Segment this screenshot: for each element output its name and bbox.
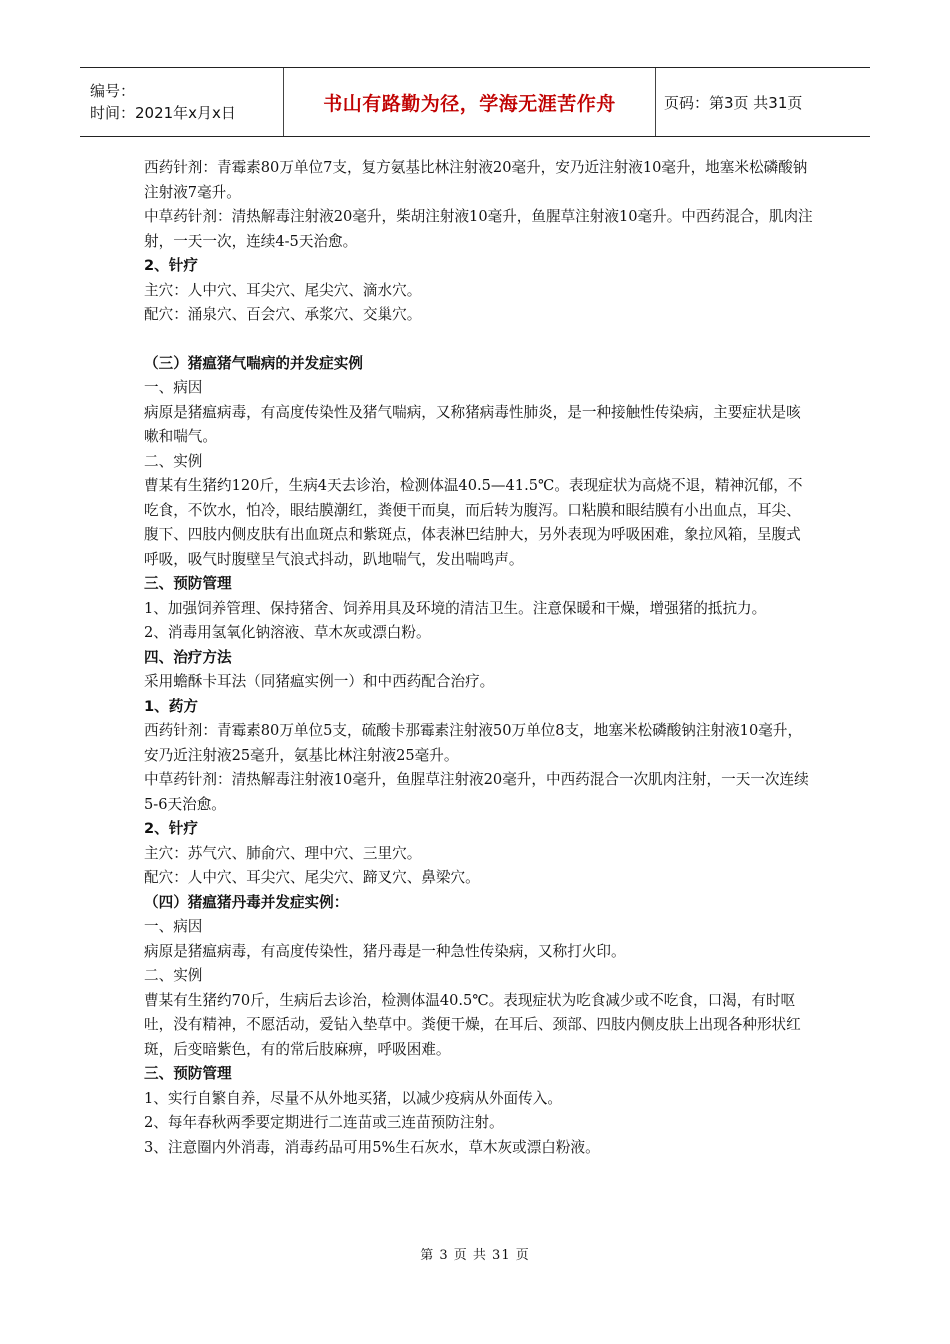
paragraph: 曹某有生猪约70斤，生病后去诊治，检测体温40.5℃。表现症状为吃食减少或不吃食，口渴，有时呕吐，没有精神，不愿活动，爱钻入垫草中。粪便干燥，在耳后、颈部、四肢内侧皮肤上出现各种形状红斑，后变暗紫色，有的常后肢麻痹，呼吸困难。: [144, 991, 801, 1058]
paragraph: 主穴：人中穴、耳尖穴、尾尖穴、滴水穴。: [144, 281, 422, 299]
paragraph: 曹某有生猪约120斤，生病4天去诊治，检测体温40.5—41.5℃。表现症状为高烧不退，精神沉郁，不吃食，不饮水，怕冷，眼结膜潮红，粪便干而臭，而后转为腹泻。口粘膜和眼结膜有小出血点，耳尖、腹下、四肢内侧皮肤有出血斑点和紫斑点，体表淋巴结肿大，另外表现为呼吸困难，象拉风箱，呈腹式呼吸，吸气时腹壁呈气浪式抖动，趴地喘气，发出喘鸣声。: [144, 477, 803, 568]
document-body: [144, 156, 814, 1160]
paragraph: 二、实例: [144, 452, 203, 470]
paragraph: 西药针剂：青霉素80万单位7支，复方氨基比林注射液20毫升，安乃近注射液10毫升，地塞米松磷酸钠注射液7毫升。: [144, 159, 808, 201]
paragraph: 1、加强饲养管理、保持猪舍、饲养用具及环境的清洁卫生。注意保暖和干燥，增强猪的抵抗力。: [144, 599, 767, 617]
paragraph: 二、实例: [144, 967, 203, 984]
section-heading: （四）猪瘟猪丹毒并发症实例：: [144, 893, 349, 911]
paragraph: 西药针剂：青霉素80万单位5支，硫酸卡那霉素注射液50万单位8支，地塞米松磷酸钠注射液10毫升，安乃近注射液25毫升，氨基比林注射液25毫升。: [144, 722, 803, 764]
header-table: [80, 67, 870, 137]
section-heading: 三、预防管理: [144, 575, 232, 592]
header-page-label: 页码：第3页 共31页: [664, 93, 803, 112]
section-heading: 三、预防管理: [144, 1065, 232, 1082]
paragraph: 2、消毒用氢氧化钠溶液、草木灰或漂白粉。: [144, 624, 431, 641]
header-page-cell: [656, 68, 870, 136]
paragraph: 2、每年春秋两季要定期进行二连苗或三连苗预防注射。: [144, 1114, 504, 1131]
section-heading: 四、治疗方法: [144, 648, 232, 666]
section-heading: 1、药方: [144, 697, 198, 715]
paragraph: 病原是猪瘟病毒，有高度传染性及猪气喘病，又称猪病毒性肺炎，是一种接触性传染病，主要症状是咳嗽和喘气。: [144, 403, 801, 445]
section-heading: 2、针疗: [144, 820, 198, 837]
header-meta-cell: [80, 68, 284, 136]
paragraph: 一、病因: [144, 379, 203, 396]
paragraph: 配穴：涌泉穴、百会穴、承浆穴、交巢穴。: [144, 306, 422, 323]
header-motto: 书山有路勤为径，学海无涯苦作舟: [323, 92, 616, 115]
paragraph-spacer: [144, 328, 814, 352]
section-heading: （三）猪瘟猪气喘病的并发症实例: [144, 354, 363, 372]
paragraph: 中草药针剂：清热解毒注射液20毫升，柴胡注射液10毫升，鱼腥草注射液10毫升。中西药混合，肌肉注射，一天一次，连续4-5天治愈。: [144, 208, 813, 250]
page-footer: 第 3 页 共 31 页: [420, 1248, 530, 1263]
paragraph: 一、病因: [144, 918, 203, 935]
paragraph: 采用蟾酥卡耳法（同猪瘟实例一）和中西药配合治疗。: [144, 673, 495, 690]
paragraph: 主穴：苏气穴、肺俞穴、理中穴、三里穴。: [144, 844, 422, 862]
header-motto-cell: [284, 68, 656, 136]
section-heading: 2、针疗: [144, 257, 198, 274]
paragraph: 配穴：人中穴、耳尖穴、尾尖穴、蹄叉穴、鼻梁穴。: [144, 869, 480, 886]
paragraph: 中草药针剂：清热解毒注射液10毫升，鱼腥草注射液20毫升，中西药混合一次肌肉注射，一天一次连续5-6天治愈。: [144, 771, 809, 813]
document-date-label: 时间：2021年x月x日: [90, 104, 236, 122]
paragraph: 病原是猪瘟病毒，有高度传染性，猪丹毒是一种急性传染病，又称打火印。: [144, 942, 626, 960]
paragraph: 1、实行自繁自养，尽量不从外地买猪，以减少疫病从外面传入。: [144, 1089, 562, 1107]
paragraph: 3、注意圈内外消毒，消毒药品可用5%生石灰水，草木灰或漂白粉液。: [144, 1138, 600, 1156]
document-number-label: 编号：: [90, 82, 136, 100]
